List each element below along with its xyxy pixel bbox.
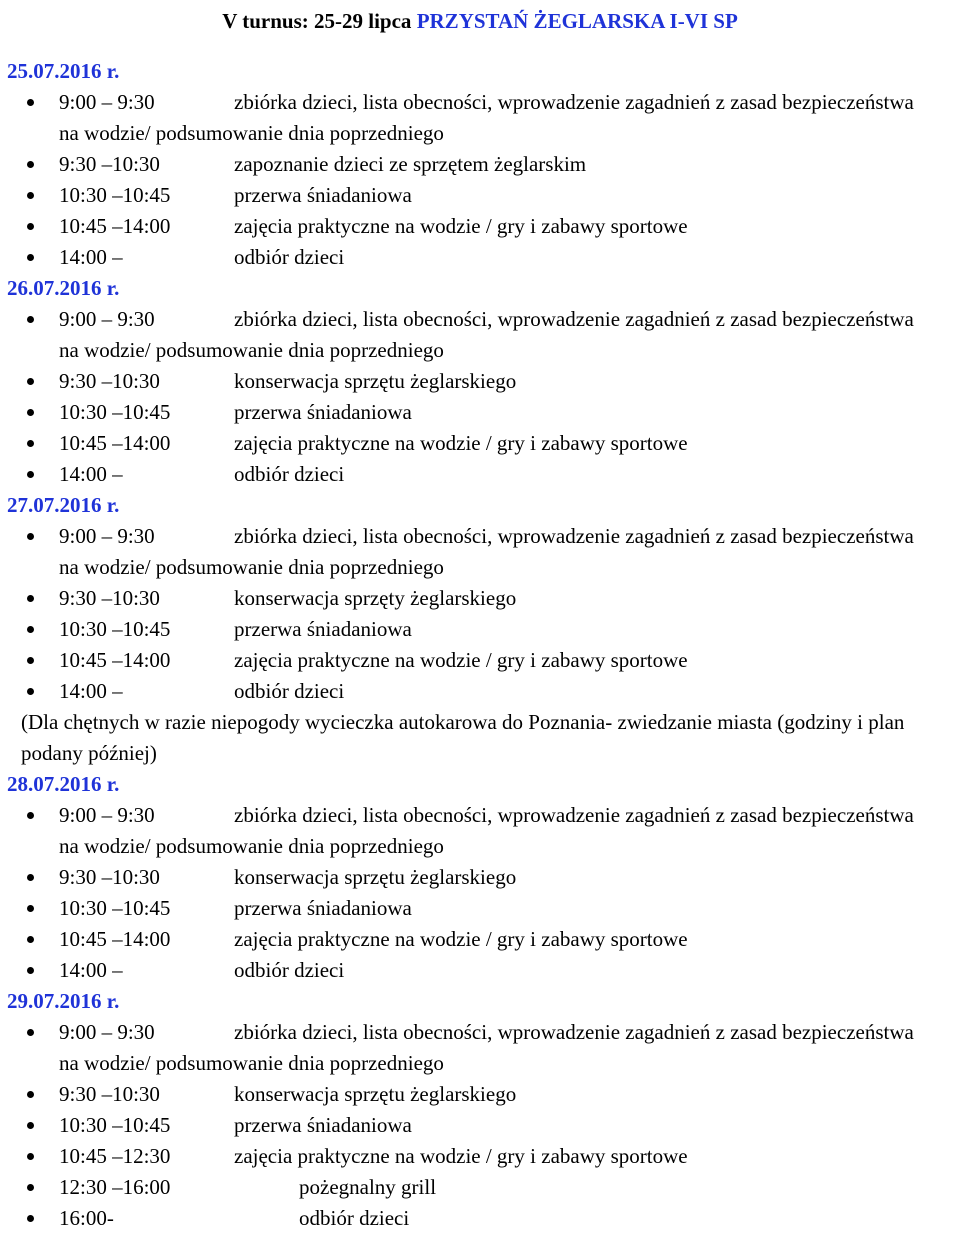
item-description: zajęcia praktyczne na wodzie / gry i zabawy sportowe: [234, 648, 688, 672]
day-section: [0, 490, 960, 769]
schedule-item: [0, 955, 960, 986]
bullet-icon: [27, 905, 34, 912]
schedule-item: [0, 180, 960, 211]
item-description: zbiórka dzieci, lista obecności, wprowadzenie zagadnień z zasad bezpieczeństwa: [234, 90, 914, 114]
bullet-icon: [27, 409, 34, 416]
bullet-icon: [27, 533, 34, 540]
item-description: zajęcia praktyczne na wodzie / gry i zabawy sportowe: [234, 431, 688, 455]
item-time: 9:30 –10:30: [59, 1082, 160, 1106]
schedule-item: [0, 1141, 960, 1172]
item-time: 9:00 – 9:30: [59, 307, 155, 331]
item-description: odbiór dzieci: [234, 462, 345, 486]
item-description: zajęcia praktyczne na wodzie / gry i zabawy sportowe: [234, 927, 688, 951]
item-time: 9:00 – 9:30: [59, 1020, 155, 1044]
item-description: przerwa śniadaniowa: [234, 617, 412, 641]
bullet-icon: [27, 1091, 34, 1098]
day-section: [0, 769, 960, 986]
bullet-icon: [27, 657, 34, 664]
item-description: przerwa śniadaniowa: [234, 183, 412, 207]
schedule-item: [0, 459, 960, 490]
item-description: odbiór dzieci: [299, 1206, 410, 1230]
schedule-list: [0, 304, 960, 490]
item-description-continued: na wodzie/ podsumowanie dnia poprzedniego: [59, 834, 444, 858]
bullet-icon: [27, 223, 34, 230]
item-time: 10:30 –10:45: [59, 1113, 171, 1137]
bullet-icon: [27, 936, 34, 943]
schedule-item: [0, 583, 960, 614]
item-description: przerwa śniadaniowa: [234, 400, 412, 424]
item-description-continued: na wodzie/ podsumowanie dnia poprzedniego: [59, 338, 444, 362]
day-section: [0, 56, 960, 273]
schedule-item: [0, 242, 960, 273]
item-time: 9:00 – 9:30: [59, 524, 155, 548]
bullet-icon: [27, 1153, 34, 1160]
schedule-item: [0, 676, 960, 707]
bullet-icon: [27, 967, 34, 974]
item-time: 10:30 –10:45: [59, 896, 171, 920]
schedule-list: [0, 1017, 960, 1234]
item-time: 14:00 –: [59, 679, 123, 703]
item-time: 12:30 –16:00: [59, 1175, 171, 1199]
item-time: 9:00 – 9:30: [59, 803, 155, 827]
item-description: odbiór dzieci: [234, 679, 345, 703]
bullet-icon: [27, 378, 34, 385]
schedule-item: [0, 521, 960, 583]
item-description: zapoznanie dzieci ze sprzętem żeglarskim: [234, 152, 587, 176]
item-description: konserwacja sprzętu żeglarskiego: [234, 369, 517, 393]
item-description: zbiórka dzieci, lista obecności, wprowadzenie zagadnień z zasad bezpieczeństwa: [234, 803, 914, 827]
item-description: konserwacja sprzętu żeglarskiego: [234, 1082, 517, 1106]
item-description-continued: na wodzie/ podsumowanie dnia poprzedniego: [59, 1051, 444, 1075]
bullet-icon: [27, 1184, 34, 1191]
schedule-item: [0, 397, 960, 428]
schedule-item: [0, 1203, 960, 1234]
schedule-item: [0, 893, 960, 924]
bullet-icon: [27, 874, 34, 881]
item-description: przerwa śniadaniowa: [234, 1113, 412, 1137]
item-description: pożegnalny grill: [299, 1175, 437, 1199]
schedule: [0, 56, 960, 1234]
schedule-item: [0, 149, 960, 180]
item-description: odbiór dzieci: [234, 958, 345, 982]
item-description: zbiórka dzieci, lista obecności, wprowadzenie zagadnień z zasad bezpieczeństwa: [234, 524, 914, 548]
item-time: 10:45 –14:00: [59, 431, 171, 455]
bullet-icon: [27, 316, 34, 323]
item-description: konserwacja sprzęty żeglarskiego: [234, 586, 517, 610]
bullet-icon: [27, 1215, 34, 1222]
item-description: konserwacja sprzętu żeglarskiego: [234, 865, 517, 889]
item-time: 10:45 –12:30: [59, 1144, 171, 1168]
schedule-item: [0, 800, 960, 862]
item-time: 16:00-: [59, 1206, 114, 1230]
schedule-item: [0, 862, 960, 893]
schedule-item: [0, 1110, 960, 1141]
bullet-icon: [27, 688, 34, 695]
day-date: 25.07.2016 r.: [7, 59, 120, 83]
schedule-item: [0, 304, 960, 366]
schedule-item: [0, 1172, 960, 1203]
schedule-item: [0, 645, 960, 676]
item-description: przerwa śniadaniowa: [234, 896, 412, 920]
schedule-list: [0, 800, 960, 986]
bullet-icon: [27, 192, 34, 199]
item-time: 10:30 –10:45: [59, 617, 171, 641]
item-description: odbiór dzieci: [234, 245, 345, 269]
bullet-icon: [27, 471, 34, 478]
schedule-item: [0, 1017, 960, 1079]
schedule-item: [0, 614, 960, 645]
schedule-list: [0, 87, 960, 273]
title-highlight: PRZYSTAŃ ŻEGLARSKA I-VI SP: [416, 9, 738, 33]
schedule-list: [0, 521, 960, 707]
bullet-icon: [27, 440, 34, 447]
item-time: 10:45 –14:00: [59, 214, 171, 238]
day-section: [0, 986, 960, 1234]
bullet-icon: [27, 161, 34, 168]
schedule-item: [0, 87, 960, 149]
item-description-continued: na wodzie/ podsumowanie dnia poprzedniego: [59, 121, 444, 145]
item-description: zajęcia praktyczne na wodzie / gry i zabawy sportowe: [234, 1144, 688, 1168]
bullet-icon: [27, 99, 34, 106]
item-description: zbiórka dzieci, lista obecności, wprowadzenie zagadnień z zasad bezpieczeństwa: [234, 1020, 914, 1044]
day-section: [0, 273, 960, 490]
schedule-item: [0, 924, 960, 955]
bullet-icon: [27, 595, 34, 602]
day-date: 26.07.2016 r.: [7, 276, 120, 300]
document-title: [0, 6, 960, 36]
item-description: zbiórka dzieci, lista obecności, wprowadzenie zagadnień z zasad bezpieczeństwa: [234, 307, 914, 331]
item-time: 9:30 –10:30: [59, 369, 160, 393]
item-time: 9:30 –10:30: [59, 865, 160, 889]
item-time: 10:45 –14:00: [59, 927, 171, 951]
day-date: 29.07.2016 r.: [7, 989, 120, 1013]
schedule-item: [0, 1079, 960, 1110]
item-time: 10:30 –10:45: [59, 183, 171, 207]
bullet-icon: [27, 254, 34, 261]
item-description-continued: na wodzie/ podsumowanie dnia poprzedniego: [59, 555, 444, 579]
schedule-item: [0, 366, 960, 397]
bullet-icon: [27, 626, 34, 633]
title-main: V turnus: 25-29 lipca: [222, 9, 417, 33]
item-time: 10:30 –10:45: [59, 400, 171, 424]
item-time: 9:30 –10:30: [59, 152, 160, 176]
schedule-item: [0, 428, 960, 459]
bullet-icon: [27, 1122, 34, 1129]
item-time: 14:00 –: [59, 245, 123, 269]
day-date: 27.07.2016 r.: [7, 493, 120, 517]
item-time: 9:30 –10:30: [59, 586, 160, 610]
day-date: 28.07.2016 r.: [7, 772, 120, 796]
schedule-item: [0, 211, 960, 242]
bullet-icon: [27, 1029, 34, 1036]
item-description: zajęcia praktyczne na wodzie / gry i zabawy sportowe: [234, 214, 688, 238]
day-note: (Dla chętnych w razie niepogody wycieczka autokarowa do Poznania- zwiedzanie miasta (godziny i plan podany później): [21, 710, 905, 765]
item-time: 9:00 – 9:30: [59, 90, 155, 114]
bullet-icon: [27, 812, 34, 819]
item-time: 10:45 –14:00: [59, 648, 171, 672]
item-time: 14:00 –: [59, 462, 123, 486]
item-time: 14:00 –: [59, 958, 123, 982]
